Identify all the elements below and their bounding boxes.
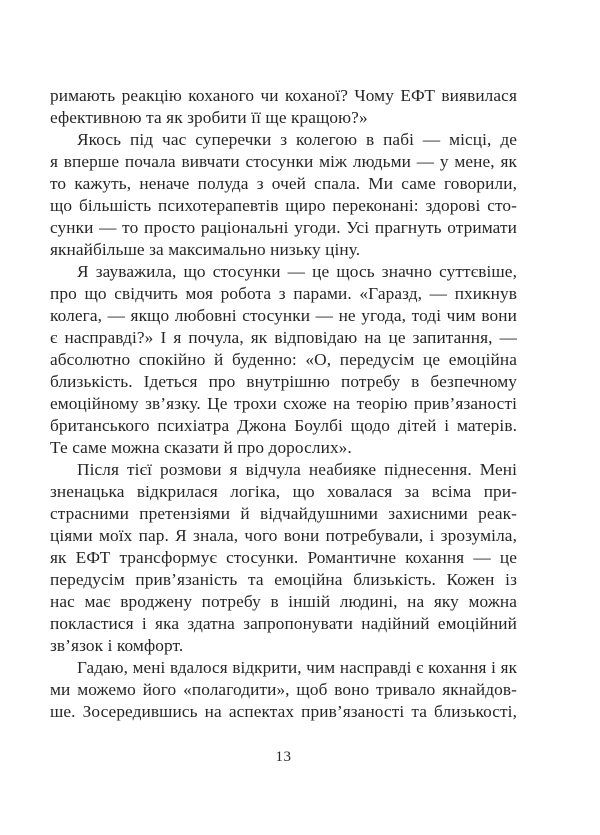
text-line: римають реакцію коханого чи коханої? Чому ЕФТ виявилася <box>50 86 517 105</box>
text-line: Гадаю, мені вдалося відкрити, чим насправді є кохання і як <box>77 658 517 677</box>
paragraph <box>50 261 517 459</box>
text-line: Якось під час суперечки з колегою в пабі — місці, де <box>77 130 517 149</box>
text-line: як ЕФТ трансформує стосунки. Романтичне кохання — це <box>50 548 517 567</box>
text-line: Я зауважила, що стосунки — це щось значно суттєвіше, <box>77 262 517 281</box>
text-line: колега, — якщо любовні стосунки — не угода, тоді чим вони <box>50 306 517 325</box>
text-line: сунки — то просто раціональні угоди. Усі прагнуть отримати <box>50 218 517 237</box>
text-line: абсолютно спокійно й буденно: «О, передусім це емоційна <box>50 350 517 369</box>
text-line: близькість. Ідеться про внутрішню потребу в безпечному <box>50 372 517 391</box>
text-line: якнайбільше за максимально низьку ціну. <box>50 240 361 259</box>
text-line: є насправді?» І я почула, як відповідаю на це запитання, — <box>50 328 517 347</box>
text-line: я вперше почала вивчати стосунки між людьми — у мене, як <box>50 152 517 171</box>
text-line: нас має вроджену потребу в іншій людині, на яку можна <box>50 592 517 611</box>
text-line: Після тієї розмови я відчула неабияке піднесення. Мені <box>77 460 517 479</box>
text-line: зв’язок і комфорт. <box>50 636 184 655</box>
text-line: Те саме можна сказати й про дорослих». <box>50 438 352 457</box>
page-number: 13 <box>275 749 292 765</box>
paragraph <box>50 129 517 261</box>
text-line: ціями моїх пар. Я знала, чого вони потребували, і зрозуміла, <box>50 526 517 545</box>
text-line: то кажуть, неначе полуда з очей спала. Ми саме говорили, <box>50 174 517 193</box>
text-line: страсними претензіями й відчайдушними захисними реак- <box>50 504 517 523</box>
text-line: емоційному зв’язку. Це трохи схоже на теорію прив’язаності <box>50 394 517 413</box>
text-line: ми можемо його «полагодити», щоб воно тривало якнайдов- <box>50 680 517 699</box>
paragraph <box>50 459 517 657</box>
text-line: ефективною та як зробити її ще кращою?» <box>50 108 368 127</box>
text-line: британського психіатра Джона Боулбі щодо дітей і матерів. <box>50 416 517 435</box>
paragraph <box>50 657 517 723</box>
text-block <box>50 85 517 723</box>
paragraph <box>50 85 517 129</box>
text-line: ше. Зосередившись на аспектах прив’язаності та близькості, <box>50 702 517 721</box>
text-line: покластися і яка здатна запропонувати надійний емоційний <box>50 614 517 633</box>
text-line: що більшість психотерапевтів щиро переконані: здорові сто- <box>50 196 517 215</box>
text-line: передусім прив’язаність та емоційна близькість. Кожен із <box>50 570 517 589</box>
text-line: про що свідчить моя робота з парами. «Гаразд, — пхикнув <box>50 284 517 303</box>
text-line: зненацька відкрилася логіка, що ховалася за всіма при- <box>50 482 517 501</box>
